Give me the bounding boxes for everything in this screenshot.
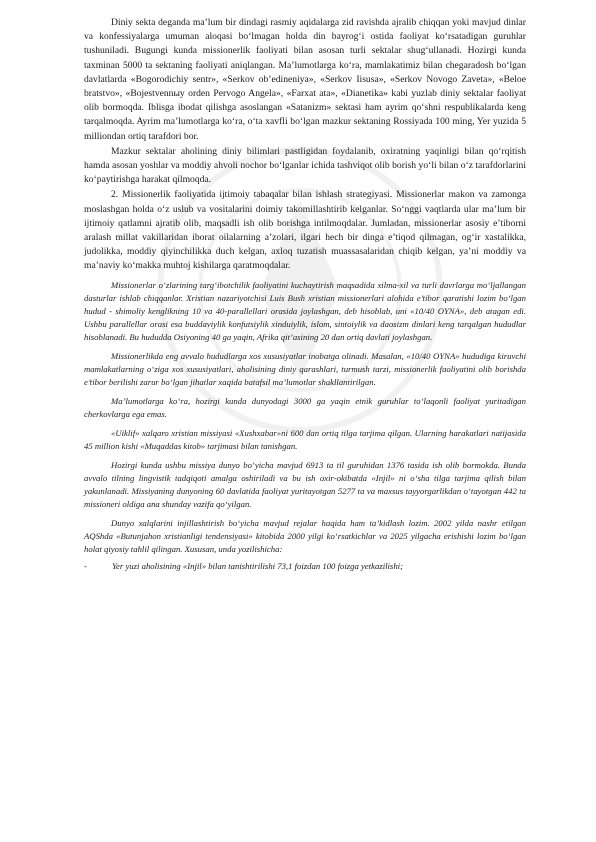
italic-paragraph: Dunyo xalqlarini injillashtirish bo‘yicha mavjud rejalar haqida ham ta’kidlash lozim. 2002 yilda nashr etilgan AQShda «Butunjahon xristianligi tendensiyasi» kitobida 2000 yilgi ko‘rsatkichlar va 2025 yilgacha erishishi lozim bo‘lgan holat qiyosiy tahlil qilingan. Xususan, unda yozilishicha: <box>84 517 526 554</box>
italic-paragraph: Missionerlar o‘zlarining targ‘ibotchilik faoliyatini kuchaytirish maqsadida xilma-xil va turli davrlarga mo‘ljallangan dasturlar ishlab chiqqanlar. Xristian nazariyotchisi Luis Bush xristian missionerlari alohida e’tibor qaratishi lozim bo‘lgan hudud - shimoliy kenglikning 10 va 40-parallellari orasida joylashgan, deb hisoblab, uni «10/40 OYNA», deb atagan edi. Ushbu parallellar orasi esa buddaviylik konfutsiylik xinduiylik, islom, sintoiylik va daosizm dinlari keng tarqalgan hududlar hisoblanadi. Bu hududda Osiyoning 40 ga yaqin, Afrika qit’asining 20 dan ortiq davlati joylashgan. <box>84 279 526 342</box>
italic-paragraph: «Uiklif» xalqaro xristian missiyasi «Xushxabar»ni 600 dan ortiq tilga tarjima qilgan. Ularning harakatlari natijasida 45 million kishi «Muqaddas kitob» tarjimasi bilan tanishgan. <box>84 427 526 451</box>
italic-section <box>84 279 526 556</box>
paragraph-sect-methods: Mazkur sektalar aholining diniy bilimlari pastligidan foydalanib, oxiratning yaqinligi bilan qo‘rqitish hamda asosan yoshlar va moddiy ahvoli nochor bo‘lganlar ichida tashviqot olib borish yo‘li bilan o‘z tarafdorlarini ko‘paytirishga harakat qilmoqda. <box>84 145 526 186</box>
italic-paragraph: Missionerlikda eng avvalo hududlarga xos xususiyatlar inobatga olinadi. Masalan, «10/40 OYNA» hududiga kiruvchi mamlakatlarning o‘ziga xos xususiyatlari, aholisining diniy qarashlari, turmush tarzi, missionerlik faoliyatini olib borishda e’tibor berilishi zarur bo‘lgan jihatlar xaqida batafsil ma’lumotlar shakllantirilgan. <box>84 350 526 387</box>
main-text <box>84 16 526 274</box>
bullet-marker: - <box>84 560 87 571</box>
bullet-item <box>84 560 526 573</box>
italic-paragraph: Hozirgi kunda ushbu missiya dunyo bo‘yicha mavjud 6913 ta til guruhidan 1376 tasida ish olib bormokda. Bunda avvalo tilning lingvistik tadqiqoti amalga oshiriladi va bu ish oxir-okibatda «Injil» ni o‘sha tilga tarjima qilish bilan yakunlanadi. Missiyaning dunyoning 60 davlatida faoliyat yuritayotgan 5277 ta va maxsus tayyorgarlikdan o‘tayotgan 442 ta missioneri oldiga ana shunday vazifa qo‘yilgan. <box>84 459 526 509</box>
paragraph-sects: Diniy sekta deganda ma’lum bir dindagi rasmiy aqidalarga zid ravishda ajralib chiqqan yoki mavjud dinlar va konfessiyalarga umuman aloqasi bo‘lmagan holda din bayrog‘i ostida faoliyat ko‘rsatadigan guruhlar tushuniladi. Bugungi kunda missionerlik faoliyati bilan asosan turli sektalar shug‘ullanadi. Hozirgi kunda taxminan 5000 ta sektaning faoliyati aniqlangan. Ma’lumotlarga ko‘ra, mamlakatimiz bilan chegaradosh bo‘lgan davlatlarda «Bogorodichiy sentr», «Serkov ob’edineniya», «Serkov Iisusa», «Serkov Novogo Zaveta», «Beloe bratstvo», «Bojestvennыy orden Pervogo Angela», «Farxat ata», «Dianetika» kabi yuzlab diniy sektalar faoliyat olib bormoqda. Iblisga ibodat qilishga asoslangan «Satanizm» sektasi ham ayrim qo‘shni respublikalarda keng tarqalmoqda. Ayrim ma’lumotlarga ko‘ra, o‘ta xavfli bo‘lgan mazkur sektaning Rossiyada 100 ming, Yer yuzida 5 milliondan ortiq tarafdori bor. <box>84 17 526 142</box>
bullet-text: Yer yuzi aholisining «Injil» bilan tanishtirilishi 73,1 foizdan 100 foizga yetkazilishi; <box>112 560 403 571</box>
italic-paragraph: Ma’lumotlarga ko‘ra, hozirgi kunda dunyodagi 3000 ga yaqin etnik guruhlar to‘laqonli faoliyat yuritadigan cherkovlarga ega emas. <box>84 395 526 419</box>
paragraph-strategy: 2. Missionerlik faoliyatida ijtimoiy tabaqalar bilan ishlash strategiyasi. Missionerlar makon va zamonga moslashgan holda o‘z uslub va vositalarini doimiy takomillashtirib kelganlar. So‘nggi vaqtlarda ular ma’lum bir ijtimoiy qatlamni ajratib olib, maqsadli ish olib borishga intilmoqdalar. Jumladan, missionerlar asosiy e’tiborni aralash millat vakillaridan iborat oilalarning a’zolari, ilgari hech bir dinga e’tiqod qilmagan, og‘ir xastalikka, judolikka, moddiy qiyinchilikka duch kelgan, axloq tuzatish muassasalaridan chiqib kelgan, ya’ni moddiy va ma’naviy ko‘makka muhtoj kishilarga qaratmoqdalar. <box>84 189 526 272</box>
document-page <box>84 16 526 573</box>
